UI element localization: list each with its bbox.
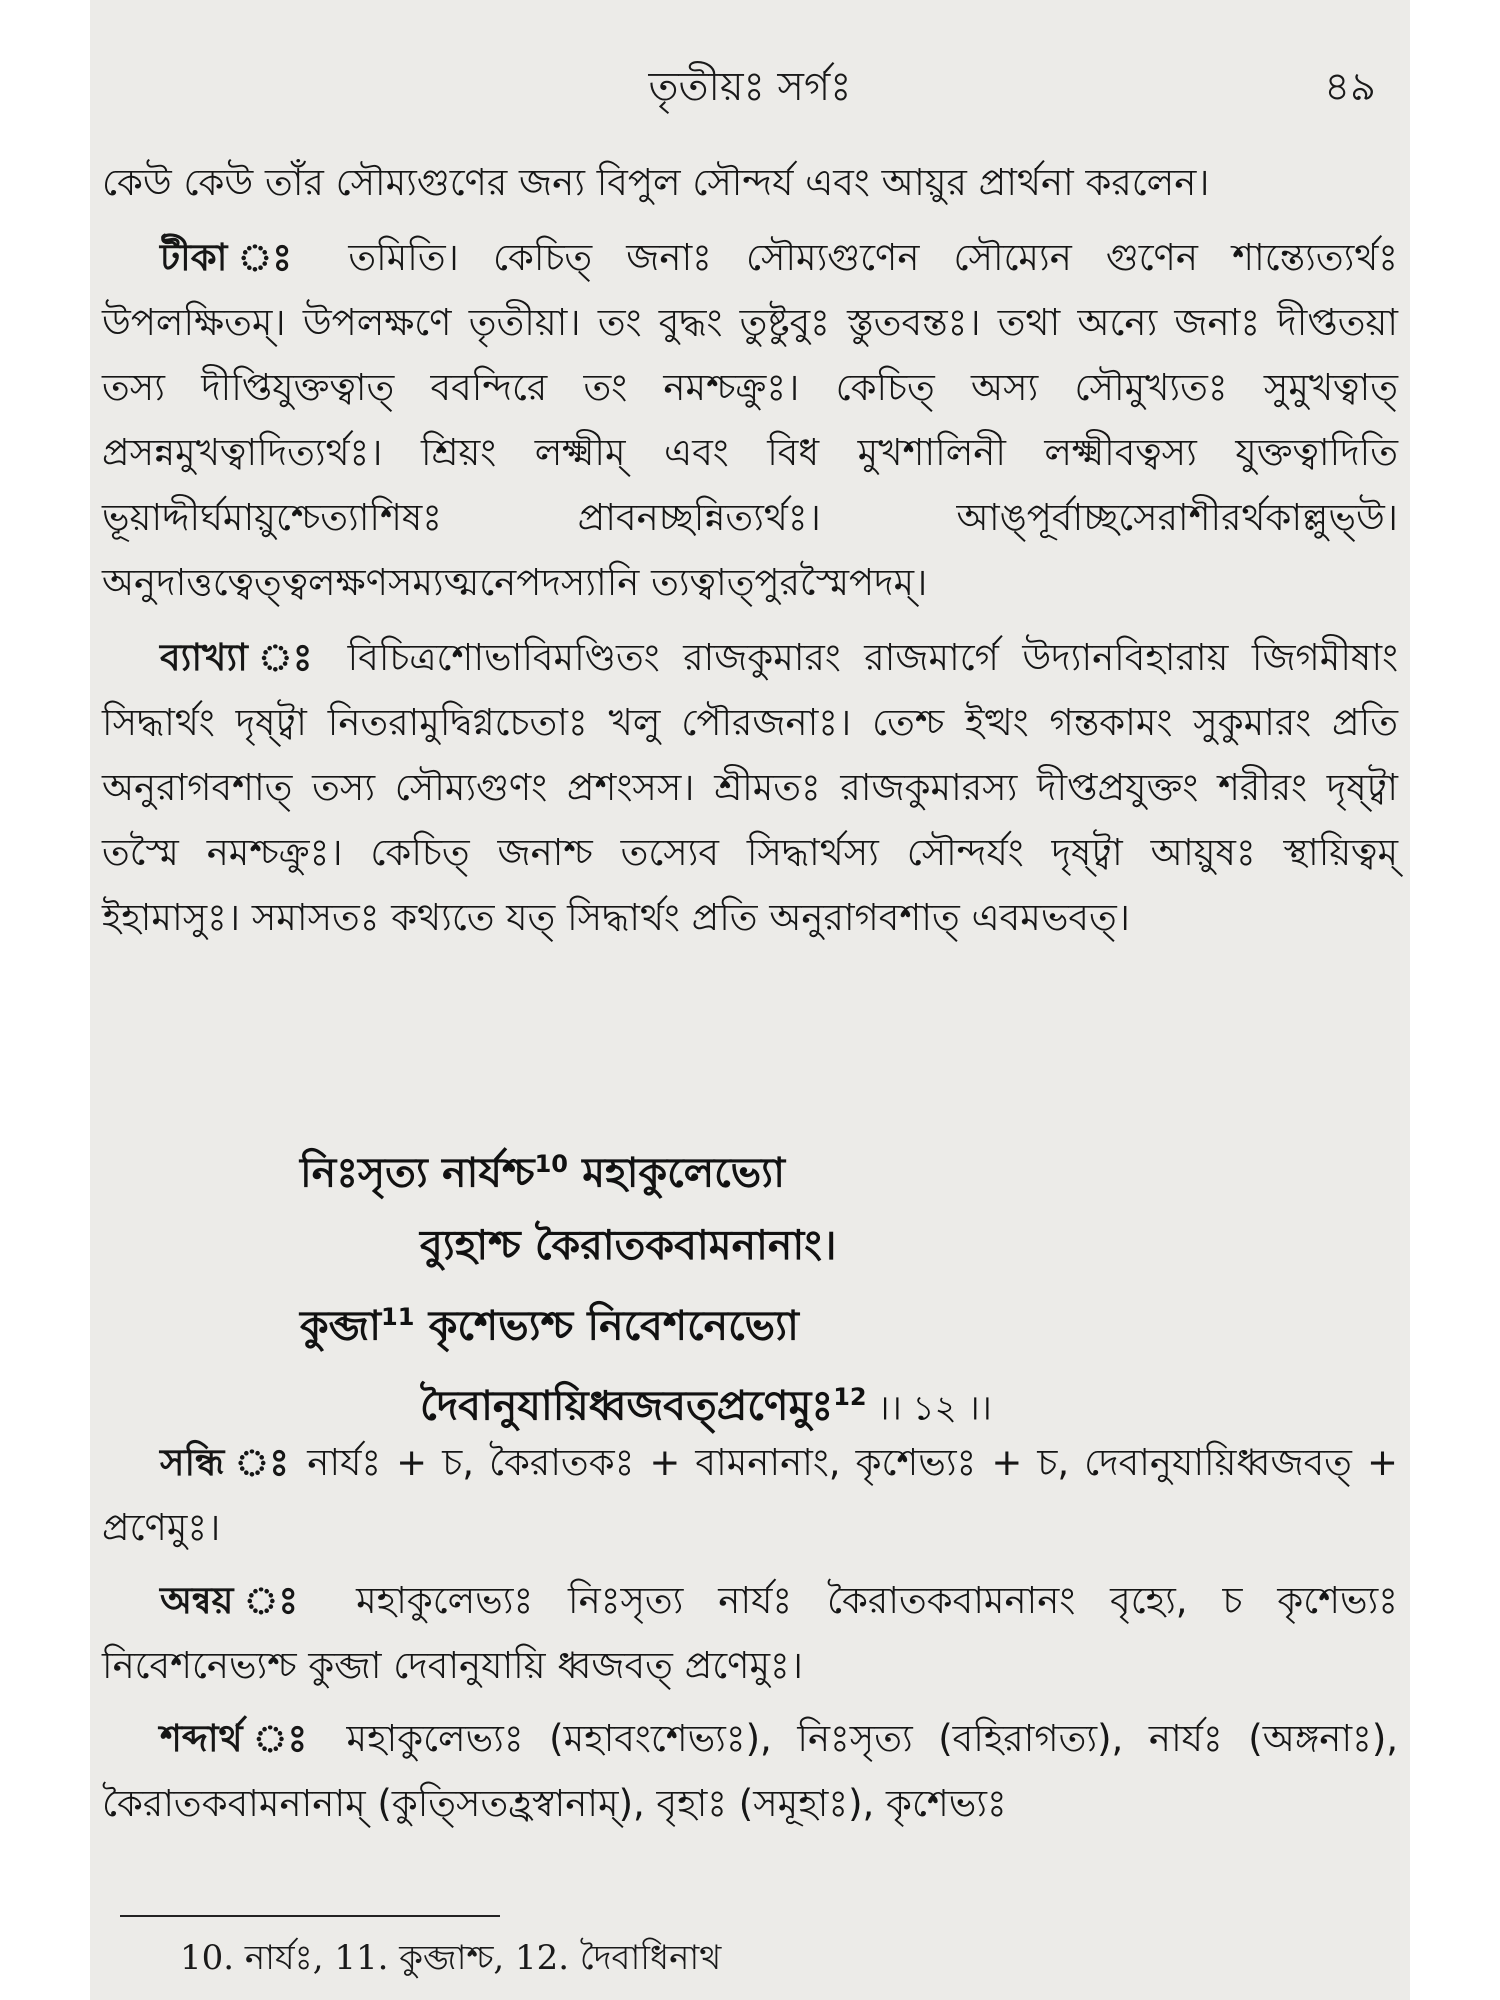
translation-paragraph: কেউ কেউ তাঁর সৌম্যগুণের জন্য বিপুল সৌন্দর্য এবং আয়ুর প্রার্থনা করলেন।: [102, 161, 1210, 204]
verse-line-4: দৈবানুযায়িধ্বজবত্প্রণেমুঃ$^{12}$ ।। ১২ ।।: [420, 1381, 992, 1430]
sandhi-text: নার্যঃ + চ, কৈরাতকঃ + বামনানাং, কৃশেভ্যঃ + চ, দেবানুযায়িধ্বজবত্ + প্রণেমুঃ।: [102, 1441, 1398, 1549]
running-title: তৃতীয়ঃ সর্গঃ: [648, 64, 852, 110]
page-header: [90, 55, 1410, 115]
shabdartha-paragraph: [102, 1706, 1398, 1836]
tika-label: টীকা ঃ: [160, 236, 315, 279]
anvay-text: মহাকুলেভ্যঃ নিঃসৃত্য নার্যঃ কৈরাতকবামনানং বৃহ্যে, চ কৃশেভ্যঃ নিবেশনেভ্যশ্চ কুব্জা দেবানুযায়ি ধ্বজবত্ প্রণেমুঃ।: [102, 1579, 1398, 1687]
footnote-ref-12: 12: [833, 1383, 867, 1412]
vyakhya-paragraph: [102, 625, 1398, 950]
verse-line-3: কুব্জা$^{11}$ কৃশেভ্যশ্চ নিবেশনেভ্যো: [300, 1301, 799, 1350]
sandhi-label: সন্ধি ঃ: [160, 1441, 293, 1484]
anvay-paragraph: [102, 1568, 1398, 1698]
sandhi-paragraph: [102, 1430, 1398, 1560]
tika-paragraph: [102, 225, 1398, 615]
footnotes: 10. নার্যঃ, 11. কুব্জাশ্চ, 12. দৈবাধিনাথ: [180, 1938, 722, 1978]
footnote-ref-11: 11: [381, 1302, 415, 1331]
page-number: ৪৯: [1324, 64, 1376, 110]
verse-line-2: ব্যুহাশ্চ কৈরাতকবামনানাং।: [420, 1220, 837, 1269]
verse-block: [90, 1128, 1410, 1445]
book-page: [90, 0, 1410, 2000]
vyakhya-label: ব্যাখ্যা ঃ: [160, 636, 325, 679]
analysis-text: [102, 1430, 1398, 1844]
anvay-label: অন্বয় ঃ: [160, 1579, 322, 1622]
shabdartha-label: শব্দার্থ ঃ: [160, 1717, 321, 1760]
vyakhya-text: বিচিত্রশোভাবিমণ্ডিতং রাজকুমারং রাজমার্গে উদ্যানবিহারায় জিগমীষাং সিদ্ধার্থং দৃষ্ট্বা নিতরামুদ্বিগ্নচেতাঃ খলু পৌরজনাঃ। তেশ্চ ইত্থং গন্তকামং সুকুমারং প্রতি অনুরাগবশাত্ তস্য সৌম্যগুণং প্রশংসস। শ্রীমতঃ রাজকুমারস্য দীপ্তপ্রযুক্তং শরীরং দৃষ্ট্বা তস্মৈ নমশ্চক্রুঃ। কেচিত্ জনাশ্চ তস্যেব সিদ্ধার্থস্য সৌন্দর্যং দৃষ্ট্বা আয়ুষঃ স্থায়িত্বম্ ইহামাসুঃ। সমাসতঃ কথ্যতে যত্ সিদ্ধার্থং প্রতি অনুরাগবশাত্ এবমভবত্।: [102, 636, 1398, 939]
shabdartha-text: মহাকুলেভ্যঃ (মহাবংশেভ্যঃ), নিঃসৃত্য (বহিরাগত্য), নার্যঃ (অঙ্গনাঃ), কৈরাতকবামনানাম্ (কুত্সিতহ্রস্বানাম্), বৃহাঃ (সমূহাঃ), কৃশেভ্যঃ: [102, 1717, 1399, 1825]
footnote-ref-10: 10: [534, 1150, 568, 1178]
footnote-divider: [120, 1915, 500, 1917]
commentary-text: [102, 150, 1398, 960]
verse-line-1: নিঃসৃত্য নার্যশ্চ$^{10}$ মহাকুলেভ্যো: [300, 1148, 785, 1197]
tika-text: তমিতি। কেচিত্ জনাঃ সৌম্যগুণেন সৌম্যেন গুণেন শান্ত্যেত্যর্থঃ উপলক্ষিতম্। উপলক্ষণে তৃতীয়া। তং বুদ্ধং তুষ্টুবুঃ স্তুতবন্তঃ। তথা অন্যে জনাঃ দীপ্ততয়া তস্য দীপ্তিযুক্তত্বাত্ ববন্দিরে তং নমশ্চক্রুঃ। কেচিত্ অস্য সৌমুখ্যতঃ সুমুখত্বাত্ প্রসন্নমুখত্বাদিত্যর্থঃ। শ্রিয়ং লক্ষ্মীম্ এবং বিধ মুখশালিনী লক্ষ্মীবত্বস্য যুক্তত্বাদিতি ভূয়াদ্দীর্ঘমায়ুশ্চেত্যাশিষঃ প্রাবনচ্ছন্নিত্যর্থঃ। আঙ্পূর্বাচ্ছসেরাশীরর্থকাল্লুভ্উ। অনুদাত্তত্বেত্ত্বলক্ষণসম্যত্মনেপদস্যানি ত্যত্বাত্পুরস্মৈপদম্।: [102, 236, 1399, 604]
verse-number: ।। ১২ ।।: [866, 1388, 992, 1429]
